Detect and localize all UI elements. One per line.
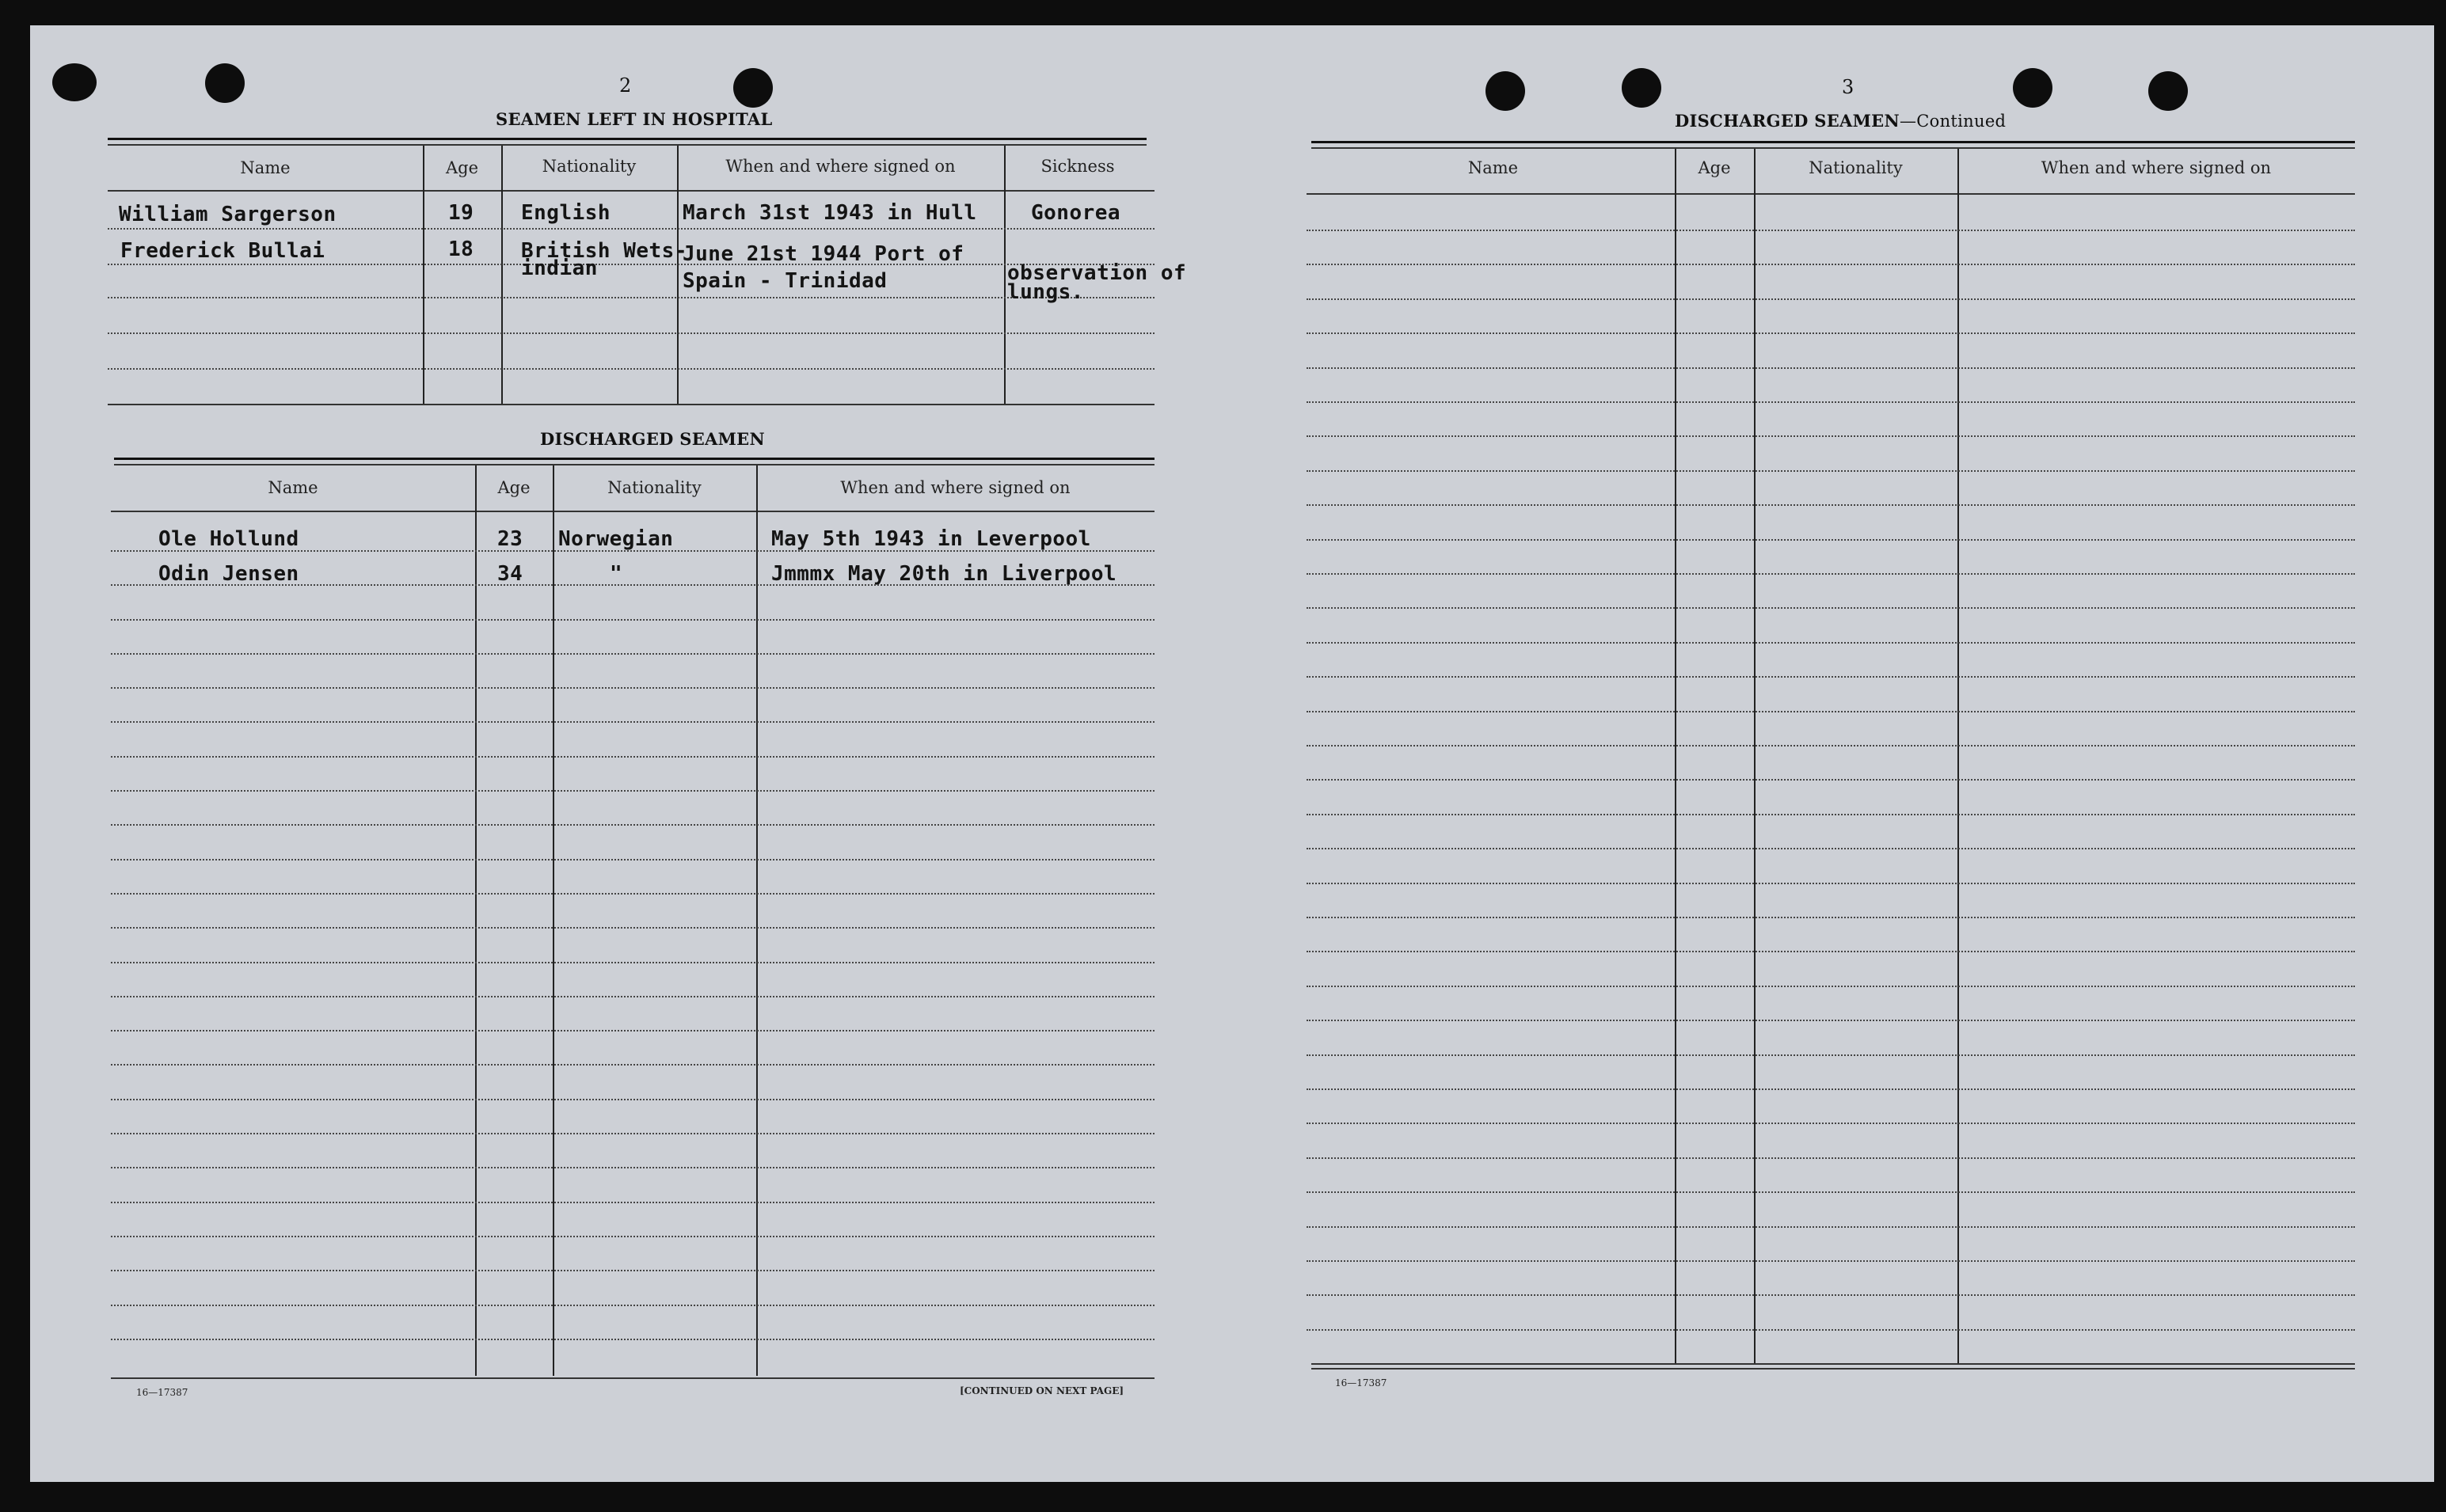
page-number: 3 (1842, 76, 1854, 98)
ruled-line (1307, 1157, 2355, 1159)
ruled-line (111, 1030, 1155, 1031)
column-divider (756, 465, 758, 1376)
ruled-line (1307, 1123, 2355, 1124)
ruled-line (1307, 1191, 2355, 1193)
ruled-line (1307, 470, 2355, 472)
ruled-line (1307, 848, 2355, 849)
table-rule (1311, 1368, 2355, 1370)
ruled-line (1307, 745, 2355, 747)
ruled-line (1307, 779, 2355, 781)
ruled-line (111, 1133, 1155, 1134)
form-sheet (30, 25, 2434, 1482)
cell-sickness: Gonorea (1031, 201, 1121, 225)
ruled-line (111, 859, 1155, 860)
ruled-line (111, 721, 1155, 723)
punch-hole (733, 68, 773, 108)
ruled-line (111, 1305, 1155, 1306)
title-main: DISCHARGED SEAMEN (1675, 111, 1900, 131)
column-divider (1675, 149, 1676, 1365)
hospital-section-title: SEAMEN LEFT IN HOSPITAL (496, 109, 773, 129)
ruled-line (1307, 401, 2355, 403)
ruled-line (1307, 917, 2355, 918)
ruled-line (1307, 642, 2355, 644)
ruled-line (1307, 711, 2355, 712)
punch-hole (2013, 68, 2052, 108)
ruled-line (111, 584, 1155, 586)
title-continued: —Continued (1899, 112, 2007, 131)
table-rule (1311, 1363, 2355, 1365)
table-rule (111, 511, 1155, 512)
header-nationality: Nationality (1809, 158, 1903, 177)
ruled-line (111, 962, 1155, 963)
punch-hole (52, 63, 97, 101)
cell-signed-on: June 21st 1944 Port of (683, 242, 964, 266)
header-nationality: Nationality (607, 478, 702, 497)
table-rule (108, 138, 1147, 140)
ruled-line (1307, 1294, 2355, 1296)
ruled-line (111, 1099, 1155, 1100)
ruled-line (111, 1270, 1155, 1271)
cell-name: Frederick Bullai (120, 239, 325, 263)
header-age: Age (497, 478, 531, 497)
ruled-line (108, 228, 1155, 230)
table-rule (114, 458, 1155, 460)
cell-nationality: British Wets- (521, 239, 687, 263)
cell-signed-on: Jmmmx May 20th in Liverpool (771, 562, 1117, 586)
punch-hole (1485, 71, 1525, 111)
cell-age: 19 (448, 201, 474, 225)
ruled-line (1307, 504, 2355, 506)
ruled-line (1307, 230, 2355, 231)
header-signed-on: When and where signed on (2041, 158, 2272, 177)
table-rule (1307, 193, 2355, 195)
ruled-line (1307, 1088, 2355, 1090)
table-rule (114, 464, 1155, 465)
ruled-line (1307, 332, 2355, 334)
table-rule (108, 144, 1147, 146)
ruled-line (111, 550, 1155, 552)
header-name: Name (268, 478, 318, 497)
ruled-line (1307, 607, 2355, 609)
ruled-line (111, 1167, 1155, 1168)
ruled-line (1307, 539, 2355, 541)
cell-sickness: lungs. (1007, 280, 1084, 304)
punch-hole (205, 63, 245, 103)
ruled-line (108, 297, 1155, 298)
cell-nationality: English (521, 201, 611, 225)
ruled-line (1307, 951, 2355, 952)
punch-hole (2148, 71, 2188, 111)
header-name: Name (240, 158, 291, 177)
header-age: Age (445, 158, 479, 177)
header-nationality: Nationality (542, 157, 637, 176)
cell-signed-on: March 31st 1943 in Hull (683, 201, 977, 225)
ruled-line (1307, 814, 2355, 815)
ruled-line (1307, 986, 2355, 987)
form-number: 16—17387 (136, 1387, 188, 1398)
ruled-line (111, 927, 1155, 929)
cell-age: 23 (497, 527, 523, 551)
header-signed-on: When and where signed on (840, 478, 1071, 497)
ruled-line (1307, 1329, 2355, 1331)
ruled-line (1307, 1020, 2355, 1021)
column-divider (1957, 149, 1959, 1365)
ruled-line (111, 824, 1155, 826)
ruled-line (111, 687, 1155, 689)
ruled-line (111, 996, 1155, 997)
ruled-line (1307, 298, 2355, 300)
ruled-line (1307, 264, 2355, 265)
header-age: Age (1698, 158, 1731, 177)
ruled-line (111, 1236, 1155, 1237)
ruled-line (1307, 1226, 2355, 1228)
cell-name: William Sargerson (119, 203, 337, 226)
column-divider (501, 146, 503, 405)
ruled-line (111, 790, 1155, 792)
table-rule (111, 1377, 1155, 1379)
cell-age: 34 (497, 562, 523, 586)
ruled-line (111, 1064, 1155, 1066)
header-sickness: Sickness (1040, 157, 1115, 176)
ruled-line (111, 653, 1155, 655)
cell-nationality: Norwegian (558, 527, 674, 551)
ruled-line (1307, 883, 2355, 884)
table-rule (1311, 141, 2355, 143)
ruled-line (108, 264, 1155, 265)
column-divider (423, 146, 424, 405)
punch-hole (1622, 68, 1661, 108)
ruled-line (111, 756, 1155, 758)
ruled-line (1307, 1260, 2355, 1262)
ruled-line (108, 332, 1155, 334)
table-rule (1311, 147, 2355, 149)
column-divider (1754, 149, 1756, 1365)
header-name: Name (1467, 158, 1519, 177)
cell-signed-on: May 5th 1943 in Leverpool (771, 527, 1091, 551)
form-number: 16—17387 (1335, 1377, 1387, 1389)
cell-name: Odin Jensen (158, 562, 299, 586)
ruled-line (111, 893, 1155, 895)
ruled-line (1307, 435, 2355, 437)
ruled-line (111, 619, 1155, 621)
discharged-continued-title (1675, 111, 2006, 131)
ruled-line (111, 1339, 1155, 1340)
ruled-line (111, 1202, 1155, 1203)
table-rule (108, 190, 1155, 192)
cell-signed-on: Spain - Trinidad (683, 269, 888, 293)
cell-age: 18 (448, 237, 474, 261)
column-divider (677, 146, 679, 405)
cell-name: Ole Hollund (158, 527, 299, 551)
discharged-section-title: DISCHARGED SEAMEN (540, 429, 765, 449)
ruled-line (1307, 676, 2355, 678)
column-divider (553, 465, 554, 1376)
ruled-line (1307, 1054, 2355, 1056)
cell-nationality: " (610, 562, 623, 586)
header-signed-on: When and where signed on (725, 157, 956, 176)
column-divider (475, 465, 477, 1376)
continued-note: [CONTINUED ON NEXT PAGE] (960, 1385, 1124, 1396)
column-divider (1004, 146, 1006, 405)
ruled-line (1307, 573, 2355, 575)
page-number: 2 (619, 74, 632, 97)
cell-nationality: indian (521, 256, 598, 280)
table-rule (108, 404, 1155, 405)
ruled-line (108, 368, 1155, 370)
cell-sickness: observation of (1007, 261, 1187, 285)
ruled-line (1307, 367, 2355, 369)
